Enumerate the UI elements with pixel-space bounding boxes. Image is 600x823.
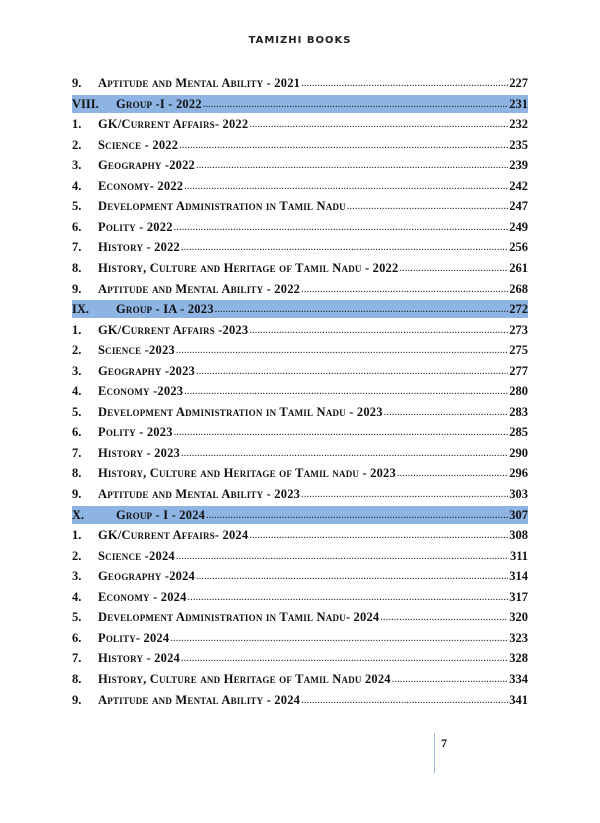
toc-entry[interactable] (72, 607, 528, 628)
toc-entry-page: 296 (509, 466, 528, 481)
toc-entry-page: 280 (509, 384, 528, 399)
toc-entry-title: Aptitude and Mental Ability - 2022 (98, 281, 301, 296)
toc-entry-page: 239 (509, 158, 528, 173)
toc-entry-page: 341 (509, 692, 528, 707)
toc-entry[interactable] (72, 690, 528, 711)
toc-entry-title: GK/Current Affairs- 2024 (98, 528, 249, 543)
toc-entry-page: 311 (509, 548, 528, 563)
toc-entry-title: Science -2024 (98, 548, 175, 563)
toc-entry-title: Aptitude and Mental Ability - 2021 (98, 76, 301, 90)
toc-entry-number: 4. (72, 384, 82, 399)
toc-entry-title: History, Culture and Heritage of Tamil nadu - 2023 (98, 466, 396, 481)
toc-entry-number: IX. (72, 302, 90, 317)
dot-leader (249, 320, 508, 341)
toc-entry-title: GK/Current Affairs- 2022 (98, 117, 249, 132)
toc-entry[interactable] (72, 196, 528, 217)
toc-entry[interactable] (72, 628, 528, 649)
toc-entry-page: 290 (509, 445, 528, 460)
toc-entry-number: 9. (72, 692, 82, 707)
toc-entry-title: Polity - 2023 (98, 425, 173, 440)
dot-leader (174, 217, 509, 238)
toc-entry-page: 307 (509, 507, 528, 522)
toc-entry-title: History - 2024 (98, 651, 180, 666)
toc-entry[interactable] (72, 135, 528, 156)
toc-entry[interactable] (72, 279, 528, 300)
toc-entry-title: Aptitude and Mental Ability - 2023 (98, 487, 301, 502)
toc-entry-title: Economy- 2022 (98, 178, 184, 193)
toc-entry[interactable] (72, 669, 528, 690)
toc-entry-page: 283 (509, 404, 528, 419)
table-of-contents (72, 73, 528, 710)
toc-entry-title: Group - I - 2024 (116, 507, 206, 522)
toc-entry-title: Polity - 2022 (98, 219, 173, 234)
toc-entry-number: VIII. (72, 96, 99, 111)
dot-leader (196, 566, 508, 587)
toc-entry-number: 3. (72, 363, 82, 378)
toc-entry-title: History, Culture and Heritage of Tamil Nadu 2024 (98, 672, 391, 686)
toc-entry-page: 334 (509, 672, 528, 686)
toc-entry-title: Geography -2024 (98, 569, 196, 584)
toc-entry[interactable] (72, 114, 528, 135)
dot-leader (215, 300, 509, 318)
dot-leader (170, 628, 508, 649)
toc-entry-number: 4. (72, 589, 82, 604)
toc-entry-number: 8. (72, 466, 82, 481)
toc-entry-title: Development Administration in Tamil Nadu- 2024 (98, 610, 380, 625)
toc-entry-title: GK/Current Affairs -2023 (98, 322, 249, 337)
toc-entry-page: 277 (509, 363, 528, 378)
dot-leader (301, 484, 508, 505)
toc-entry[interactable] (72, 320, 528, 341)
toc-entry[interactable] (72, 484, 528, 505)
dot-leader (184, 176, 508, 197)
toc-entry-page: 320 (509, 610, 528, 625)
toc-entry[interactable] (72, 546, 528, 567)
toc-entry-number: 7. (72, 240, 82, 255)
toc-section-heading[interactable] (72, 506, 528, 524)
toc-entry[interactable] (72, 566, 528, 587)
toc-entry-number: 2. (72, 137, 82, 152)
dot-leader (176, 546, 509, 567)
toc-entry-page: 323 (509, 630, 528, 645)
toc-entry-title: Group -I - 2022 (116, 96, 202, 111)
toc-entry-title: Economy - 2024 (98, 589, 187, 604)
toc-entry-number: 5. (72, 610, 82, 625)
toc-entry-page: 285 (509, 425, 528, 440)
toc-entry[interactable] (72, 402, 528, 423)
toc-entry-page: 273 (509, 322, 528, 337)
toc-entry-number: 1. (72, 322, 82, 337)
toc-entry-number: 9. (72, 487, 82, 502)
toc-entry-title: History - 2023 (98, 445, 180, 460)
toc-entry-title: History, Culture and Heritage of Tamil Nadu - 2022 (98, 260, 399, 275)
toc-entry[interactable] (72, 648, 528, 669)
toc-entry-page: 317 (509, 589, 528, 604)
toc-entry-page: 328 (509, 651, 528, 666)
footer-divider (434, 733, 435, 773)
dot-leader (384, 402, 509, 423)
toc-entry-number: 6. (72, 630, 82, 645)
toc-entry[interactable] (72, 443, 528, 464)
toc-section-heading[interactable] (72, 300, 528, 318)
toc-entry-page: 231 (509, 96, 528, 111)
toc-entry-page: 249 (509, 219, 528, 234)
dot-leader (392, 669, 508, 690)
toc-entry[interactable] (72, 155, 528, 176)
toc-section-heading[interactable] (72, 95, 528, 113)
dot-leader (301, 690, 508, 711)
toc-entry-page: 303 (509, 487, 528, 502)
toc-entry-page: 227 (509, 76, 528, 90)
page-number: 7 (441, 736, 447, 750)
toc-entry-number: 8. (72, 672, 82, 686)
toc-entry-page: 272 (509, 302, 528, 317)
toc-entry-number: 2. (72, 343, 82, 358)
toc-entry[interactable] (72, 361, 528, 382)
dot-leader (196, 155, 508, 176)
dot-leader (347, 196, 508, 217)
toc-entry-number: X. (72, 507, 85, 522)
toc-entry-page: 275 (509, 343, 528, 358)
toc-entry-number: 5. (72, 404, 82, 419)
toc-entry-title: Science - 2022 (98, 137, 179, 152)
dot-leader (249, 525, 508, 546)
toc-entry-title: Aptitude and Mental Ability - 2024 (98, 692, 301, 707)
dot-leader (181, 443, 508, 464)
toc-entry[interactable] (72, 176, 528, 197)
dot-leader (184, 381, 508, 402)
toc-entry[interactable] (72, 73, 528, 94)
toc-entry-number: 6. (72, 219, 82, 234)
toc-entry-number: 7. (72, 445, 82, 460)
toc-entry-number: 1. (72, 528, 82, 543)
toc-entry-title: History - 2022 (98, 240, 180, 255)
toc-entry-title: Geography -2023 (98, 363, 196, 378)
toc-entry-page: 261 (509, 260, 528, 275)
dot-leader (249, 114, 508, 135)
dot-leader (206, 506, 508, 524)
toc-entry-number: 4. (72, 178, 82, 193)
dot-leader (181, 648, 508, 669)
dot-leader (174, 422, 509, 443)
toc-entry-title: Geography -2022 (98, 158, 196, 173)
toc-entry-title: Development Administration in Tamil Nadu - 2023 (98, 404, 383, 419)
toc-entry-title: Economy -2023 (98, 384, 184, 399)
dot-leader (301, 73, 508, 94)
toc-entry-title: Development Administration in Tamil Nadu (98, 199, 346, 214)
dot-leader (196, 361, 508, 382)
toc-entry[interactable] (72, 217, 528, 238)
toc-entry-page: 256 (509, 240, 528, 255)
toc-entry-title: Polity- 2024 (98, 630, 170, 645)
toc-entry[interactable] (72, 422, 528, 443)
dot-leader (399, 258, 508, 279)
dot-leader (188, 587, 509, 608)
toc-entry-page: 235 (509, 137, 528, 152)
toc-entry-number: 7. (72, 651, 82, 666)
dot-leader (181, 237, 508, 258)
toc-entry[interactable] (72, 258, 528, 279)
toc-entry[interactable] (72, 381, 528, 402)
toc-entry-number: 8. (72, 260, 82, 275)
dot-leader (301, 279, 508, 300)
toc-entry[interactable] (72, 237, 528, 258)
toc-entry-number: 5. (72, 199, 82, 214)
toc-entry-number: 9. (72, 281, 82, 296)
dot-leader (397, 463, 508, 484)
toc-entry[interactable] (72, 525, 528, 546)
toc-entry-page: 247 (509, 199, 528, 214)
dot-leader (380, 607, 508, 628)
toc-entry[interactable] (72, 587, 528, 608)
dot-leader (179, 135, 508, 156)
toc-entry-number: 3. (72, 158, 82, 173)
toc-entry-page: 268 (509, 281, 528, 296)
toc-entry-page: 314 (509, 569, 528, 584)
running-header: TAMIZHI BOOKS (248, 35, 352, 46)
toc-entry-page: 308 (509, 528, 528, 543)
toc-entry-title: Science -2023 (98, 343, 175, 358)
dot-leader (176, 340, 508, 361)
toc-entry-number: 1. (72, 117, 82, 132)
toc-entry-number: 2. (72, 548, 82, 563)
toc-entry[interactable] (72, 340, 528, 361)
toc-entry-number: 9. (72, 76, 82, 90)
toc-entry-number: 3. (72, 569, 82, 584)
toc-entry[interactable] (72, 463, 528, 484)
toc-entry-page: 232 (509, 117, 528, 132)
dot-leader (203, 95, 508, 113)
toc-entry-page: 242 (509, 178, 528, 193)
toc-entry-number: 6. (72, 425, 82, 440)
toc-entry-title: Group - IA - 2023 (116, 302, 214, 317)
